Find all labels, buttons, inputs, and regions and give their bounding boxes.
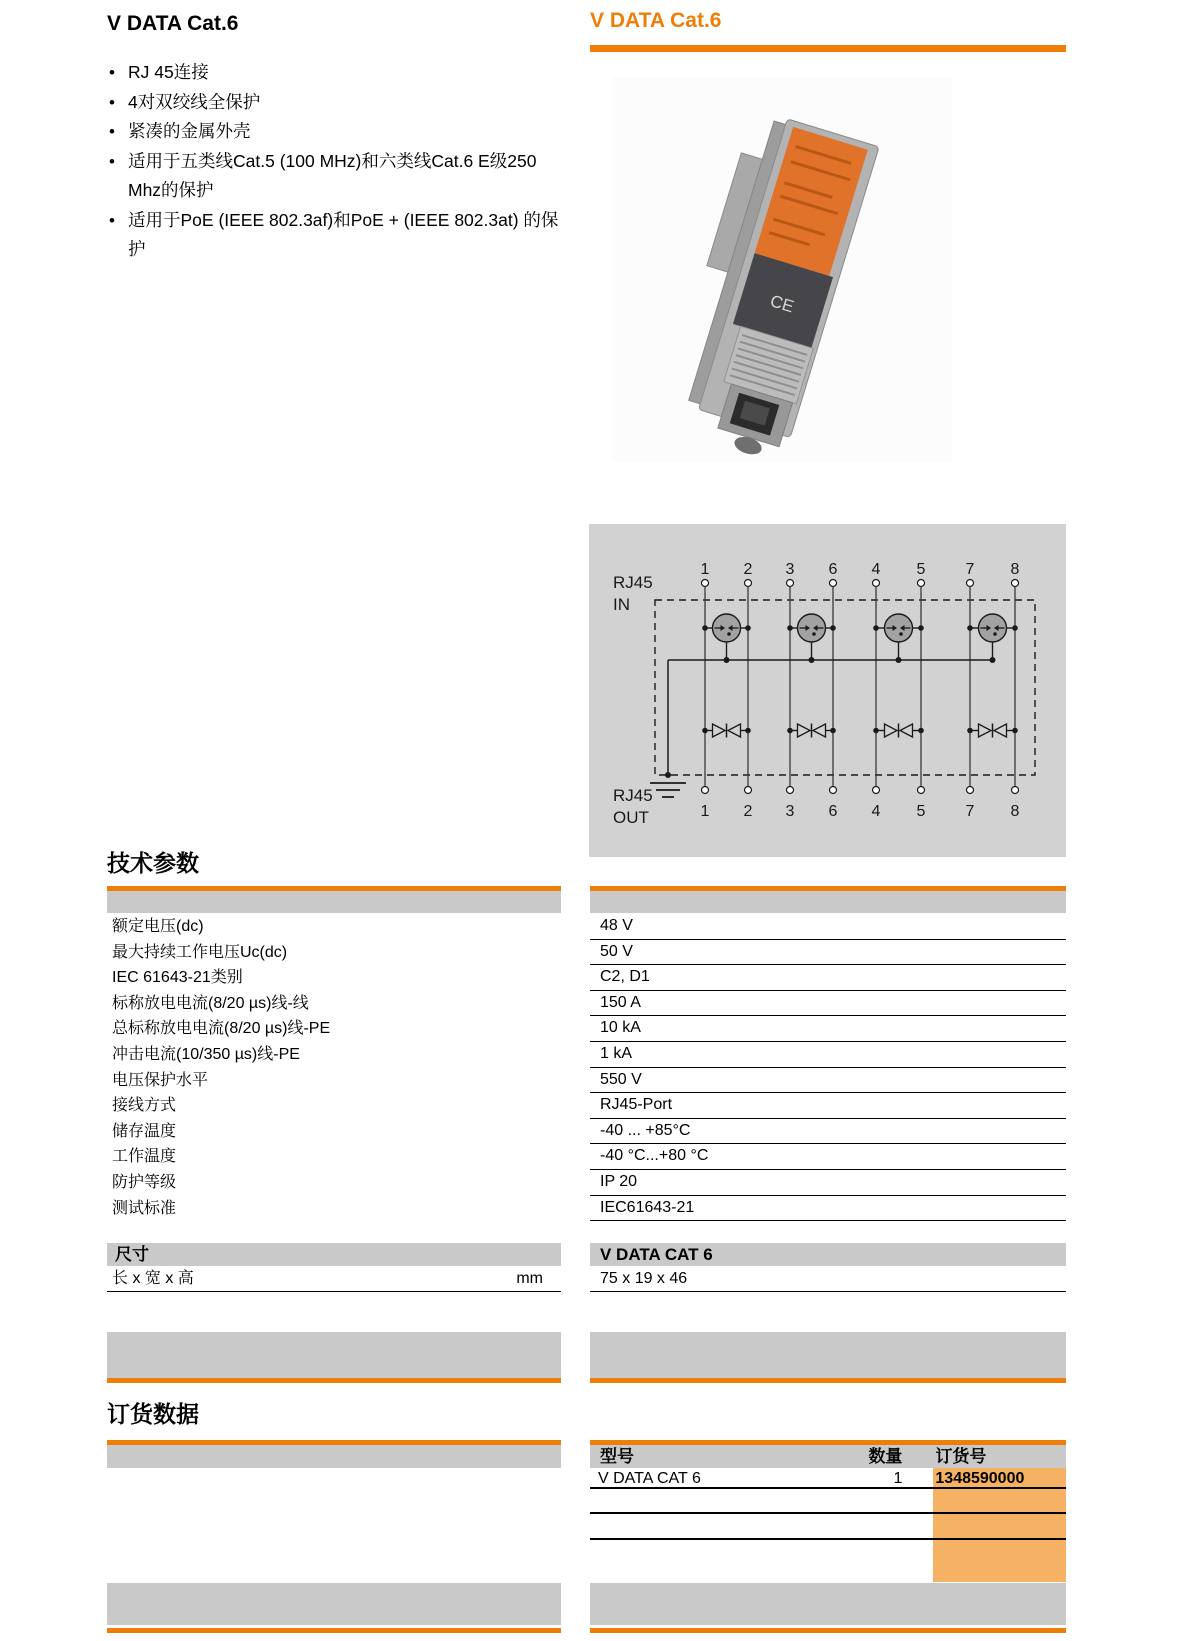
dimensions-model-band: V DATA CAT 6 [590, 1243, 1066, 1266]
tvs-diode-triangle [994, 724, 1007, 737]
page-title-right: V DATA Cat.6 [590, 9, 722, 32]
page-title-left: V DATA Cat.6 [107, 12, 239, 35]
pin-terminal-top [873, 580, 880, 587]
product-photo [612, 78, 952, 462]
order-number [920, 1489, 1066, 1512]
tech-band-left [107, 891, 561, 913]
pin-terminal-top [1012, 580, 1019, 587]
order-qty: 1 [893, 1470, 903, 1487]
spacer-rule-right [590, 1378, 1066, 1383]
rj45-out-label: RJ45 [613, 786, 653, 805]
tech-param-label: 冲击电流(10/350 µs)线-PE [112, 1045, 300, 1063]
footer-rule-left [107, 1628, 561, 1633]
dimensions-row [107, 1266, 561, 1292]
tech-param-value: 550 V [590, 1068, 1066, 1094]
tech-param-value: C2, D1 [590, 965, 1066, 991]
rj45-in-label: IN [613, 595, 630, 614]
tech-param-value: 50 V [590, 940, 1066, 966]
ordering-heading: 订货数据 [107, 1401, 199, 1427]
dimensions-band: 尺寸 [107, 1243, 561, 1266]
dimensions-unit: mm [516, 1270, 543, 1287]
tech-param-value: IEC61643-21 [590, 1196, 1066, 1222]
pin-number-bottom: 3 [785, 803, 795, 820]
tech-param-label: 测试标准 [112, 1199, 177, 1217]
tech-param-labels [107, 914, 561, 1221]
ce-mark: CE [767, 291, 797, 317]
gdt-third-electrode [812, 632, 816, 636]
tech-param-label: 接线方式 [112, 1097, 177, 1115]
pin-terminal-top [745, 580, 752, 587]
order-qty [824, 1514, 903, 1538]
rj45-in-label: RJ45 [613, 573, 653, 592]
pin-terminal-top [787, 580, 794, 587]
pin-number-top: 3 [785, 561, 795, 578]
bus-junction-dot [990, 657, 996, 663]
dimensions-value: 75 x 19 x 46 [590, 1266, 1066, 1292]
tvs-diode-triangle [900, 724, 913, 737]
tech-param-value: 150 A [590, 991, 1066, 1017]
circuit-diagram [589, 524, 1066, 857]
tech-param-label: 防护等级 [112, 1173, 177, 1191]
feature-text: RJ 45连接 [128, 62, 209, 82]
tech-param-value: 48 V [590, 914, 1066, 940]
gdt-third-electrode [727, 632, 731, 636]
tech-param-values [590, 914, 1066, 1221]
product-photo-illustration [612, 78, 952, 462]
feature-item [107, 58, 569, 88]
pin-number-bottom: 1 [700, 803, 710, 820]
tvs-diode-triangle [885, 724, 898, 737]
tech-param-value: 1 kA [590, 1042, 1066, 1068]
tvs-diode-triangle [713, 724, 726, 737]
pin-number-top: 2 [743, 561, 753, 578]
ordering-table-header [590, 1445, 1066, 1468]
tech-band-right [590, 891, 1066, 913]
pin-terminal-bottom [830, 787, 837, 794]
tvs-diode-triangle [979, 724, 992, 737]
pin-terminal-top [967, 580, 974, 587]
pin-terminal-top [830, 580, 837, 587]
feature-item [107, 147, 569, 206]
pin-number-bottom: 2 [743, 803, 753, 820]
tvs-diode-triangle [798, 724, 811, 737]
pin-number-top: 4 [871, 561, 881, 578]
ordering-table-row [590, 1468, 1066, 1489]
ordering-table-rows [590, 1468, 1066, 1582]
ordering-header-model: 型号 [600, 1447, 634, 1466]
footer-band-left [107, 1583, 561, 1625]
feature-item [107, 117, 569, 147]
tech-param-value: IP 20 [590, 1170, 1066, 1196]
tech-param-label: 电压保护水平 [112, 1071, 209, 1089]
feature-text: 适用于五类线Cat.5 (100 MHz)和六类线Cat.6 E级250 Mhz的保护 [128, 150, 537, 200]
bus-junction-dot [896, 657, 902, 663]
pin-number-top: 5 [916, 561, 926, 578]
order-number: 1348590000 [935, 1470, 1025, 1487]
bullet-icon: • [109, 151, 115, 171]
feature-item [107, 88, 569, 118]
gdt-third-electrode [993, 632, 997, 636]
tech-param-label: 标称放电电流(8/20 µs)线-线 [112, 994, 309, 1012]
ordering-band-left [107, 1445, 561, 1468]
order-number [920, 1540, 1066, 1576]
feature-text: 紧凑的金属外壳 [128, 121, 251, 141]
pin-terminal-bottom [745, 787, 752, 794]
pin-terminal-bottom [873, 787, 880, 794]
gdt-third-electrode [899, 632, 903, 636]
pin-terminal-bottom [702, 787, 709, 794]
pin-terminal-top [702, 580, 709, 587]
circuit-diagram-svg [589, 524, 1066, 857]
footer-rule-right [590, 1628, 1066, 1633]
ordering-table-row [590, 1540, 1066, 1576]
dimensions-label: 长 x 宽 x 高 [112, 1270, 194, 1287]
tech-param-label: 储存温度 [112, 1122, 177, 1140]
feature-item [107, 206, 569, 265]
tech-param-value: RJ45-Port [590, 1093, 1066, 1119]
tvs-diode-triangle [728, 724, 741, 737]
ordering-header-orderno: 订货号 [935, 1447, 987, 1466]
pin-terminal-bottom [1012, 787, 1019, 794]
tech-param-label: 工作温度 [112, 1148, 177, 1166]
pin-number-bottom: 5 [916, 803, 926, 820]
bullet-icon: • [109, 210, 115, 230]
earth-junction-dot [665, 772, 671, 778]
tvs-diode-triangle [813, 724, 826, 737]
order-model: V DATA CAT 6 [598, 1470, 701, 1487]
footer-band-right [590, 1583, 1066, 1625]
tech-param-value: -40 ... +85°C [590, 1119, 1066, 1145]
order-qty [824, 1489, 903, 1512]
tech-params-heading: 技术参数 [107, 850, 199, 876]
tech-param-value: -40 °C...+80 °C [590, 1144, 1066, 1170]
order-model [590, 1514, 824, 1538]
order-model [590, 1489, 824, 1512]
order-number [920, 1514, 1066, 1538]
spacer-rule-left [107, 1378, 561, 1383]
rj45-out-label: OUT [613, 808, 649, 827]
pin-terminal-bottom [918, 787, 925, 794]
pin-number-top: 1 [700, 561, 710, 578]
bullet-icon: • [109, 63, 115, 82]
bullet-icon: • [109, 122, 115, 141]
feature-list [107, 58, 569, 265]
feature-text: 4对双绞线全保护 [128, 91, 261, 112]
tech-param-label: IEC 61643-21类别 [112, 969, 243, 987]
bullet-icon: • [109, 92, 115, 112]
tech-param-label: 额定电压(dc) [112, 918, 204, 935]
ordering-table-row [590, 1489, 1066, 1514]
order-qty [824, 1540, 903, 1576]
spacer-band-left [107, 1332, 561, 1378]
bus-junction-dot [724, 657, 730, 663]
pin-terminal-bottom [787, 787, 794, 794]
title-rule [590, 45, 1066, 52]
pin-number-bottom: 7 [965, 803, 975, 820]
pin-number-top: 6 [828, 561, 838, 578]
tech-param-value: 10 kA [590, 1016, 1066, 1042]
pin-number-bottom: 8 [1010, 803, 1020, 820]
feature-text: 适用于PoE (IEEE 802.3af)和PoE + (IEEE 802.3at) 的保护 [128, 209, 559, 259]
pin-terminal-bottom [967, 787, 974, 794]
spacer-band-right [590, 1332, 1066, 1378]
pin-number-top: 8 [1010, 561, 1020, 578]
pin-terminal-top [918, 580, 925, 587]
tech-param-label: 最大持续工作电压Uc(dc) [112, 943, 288, 961]
bus-junction-dot [809, 657, 815, 663]
pin-number-bottom: 6 [828, 803, 838, 820]
tech-param-label: 总标称放电电流(8/20 µs)线-PE [112, 1020, 331, 1038]
ordering-table-row [590, 1514, 1066, 1540]
order-model [590, 1540, 824, 1576]
pin-number-top: 7 [965, 561, 975, 578]
ordering-header-qty: 数量 [868, 1447, 903, 1466]
pin-number-bottom: 4 [871, 803, 881, 820]
